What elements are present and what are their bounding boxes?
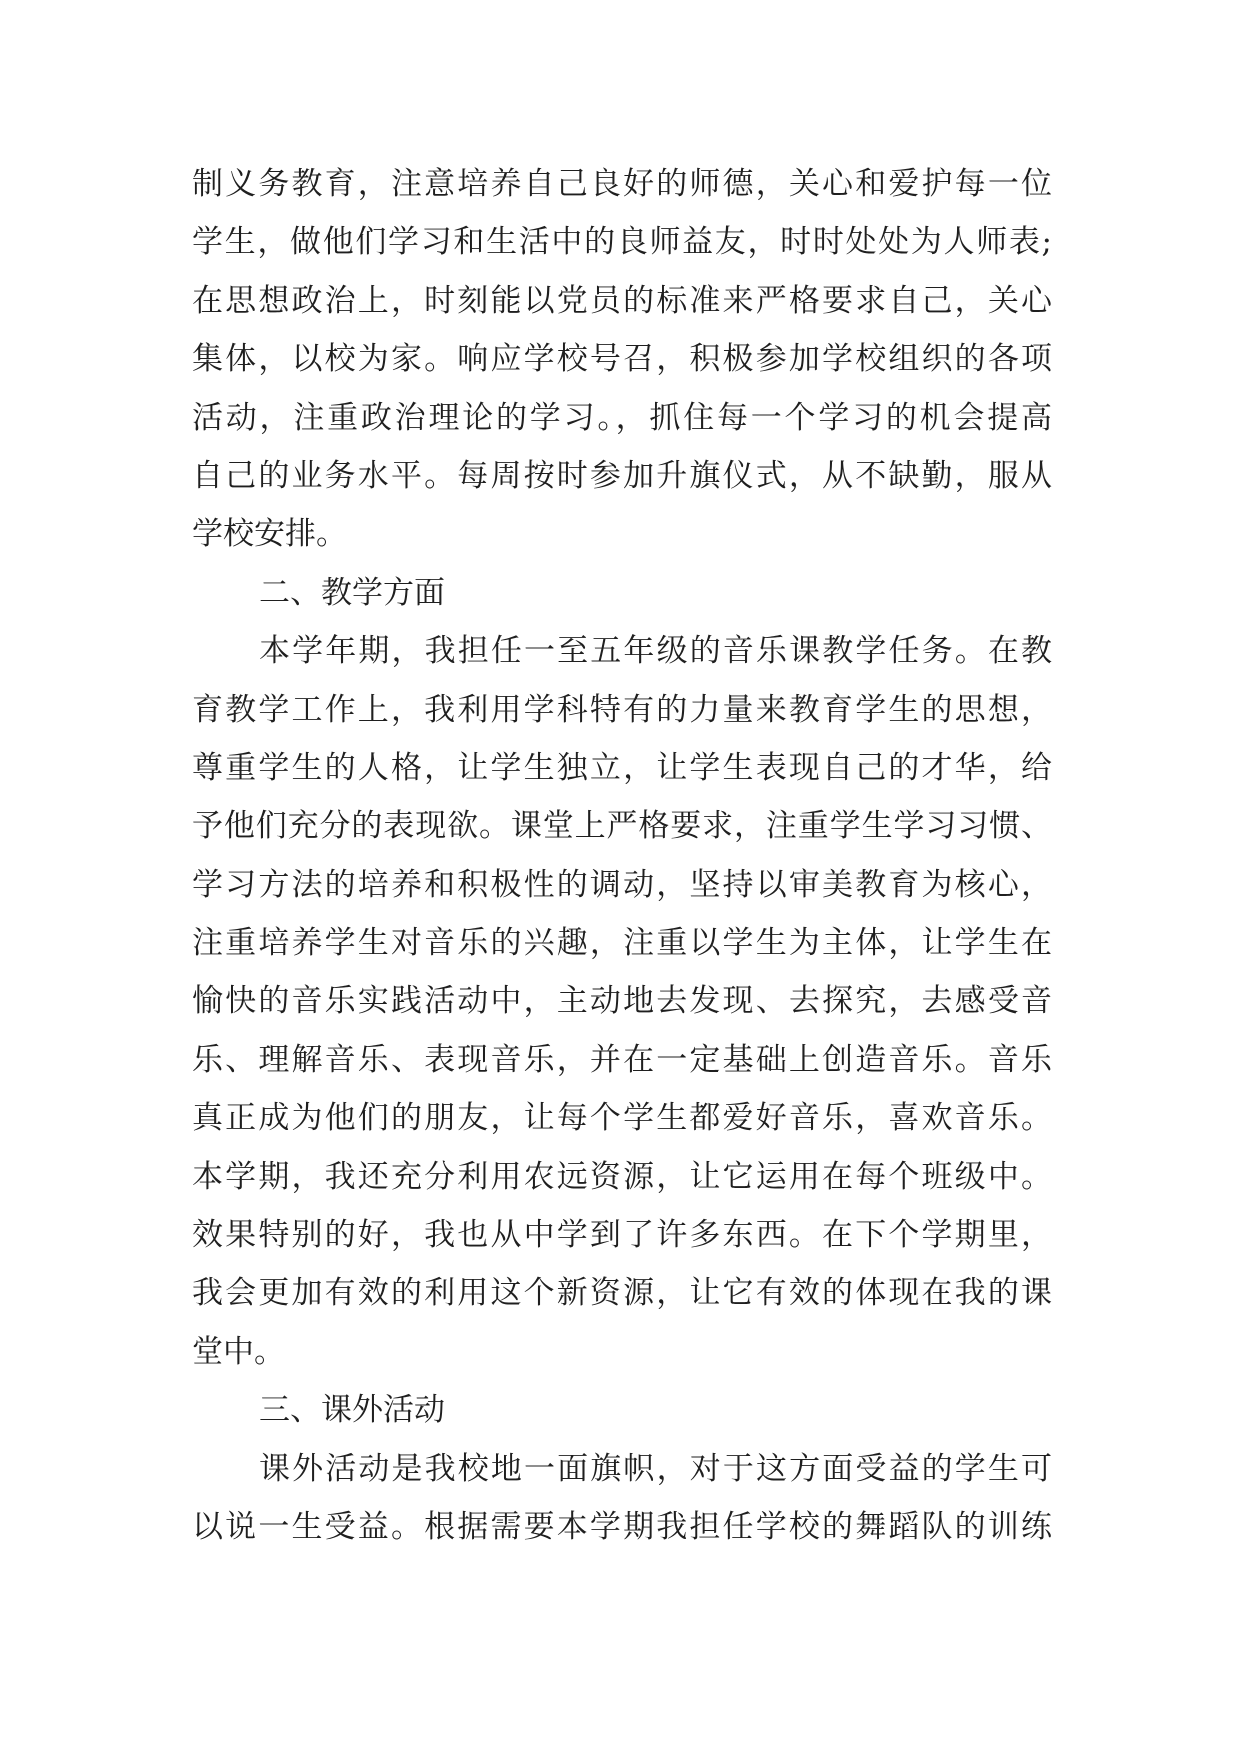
paragraph-political-conduct	[192, 155, 1052, 564]
paragraph-line: 乐、理解音乐、表现音乐，并在一定基础上创造音乐。音乐	[192, 1041, 1052, 1078]
paragraph-line: 学生，做他们学习和生活中的良师益友，时时处处为人师表;	[192, 224, 1052, 261]
paragraph-line: 自己的业务水平。每周按时参加升旗仪式，从不缺勤，服从	[192, 457, 1052, 494]
paragraph-line: 制义务教育，注意培养自己良好的师德，关心和爱护每一位	[192, 166, 1052, 202]
section-heading-activities: 三、课外活动	[259, 1392, 445, 1429]
paragraph-line: 以说一生受益。根据需要本学期我担任学校的舞蹈队的训练	[192, 1508, 1052, 1545]
paragraph-line: 效果特别的好，我也从中学到了许多东西。在下个学期里，	[192, 1217, 1052, 1254]
paragraph-line: 注重培养学生对音乐的兴趣，注重以学生为主体，让学生在	[192, 925, 1052, 962]
paragraph-line: 我会更加有效的利用这个新资源，让它有效的体现在我的课	[192, 1275, 1052, 1312]
paragraph-line: 学习方法的培养和积极性的调动，坚持以审美教育为核心，	[192, 866, 1052, 903]
section-heading-teaching: 二、教学方面	[259, 574, 445, 611]
document-body	[192, 155, 1052, 1556]
paragraph-line: 本学期，我还充分利用农远资源，让它运用在每个班级中。	[192, 1158, 1052, 1195]
paragraph-line: 堂中。	[192, 1333, 285, 1370]
paragraph-line: 予他们充分的表现欲。课堂上严格要求，注重学生学习习惯、	[192, 808, 1052, 845]
paragraph-line: 学校安排。	[192, 516, 347, 553]
paragraph-line: 课外活动是我校地一面旗帜，对于这方面受益的学生可	[259, 1450, 1052, 1487]
paragraph-line: 真正成为他们的朋友，让每个学生都爱好音乐，喜欢音乐。	[192, 1100, 1052, 1137]
paragraph-line: 愉快的音乐实践活动中，主动地去发现、去探究，去感受音	[192, 983, 1052, 1020]
paragraph-line: 育教学工作上，我利用学科特有的力量来教育学生的思想，	[192, 691, 1052, 728]
paragraph-line: 集体，以校为家。响应学校号召，积极参加学校组织的各项	[192, 341, 1052, 378]
paragraph-activities	[192, 1440, 1052, 1557]
paragraph-line: 本学年期，我担任一至五年级的音乐课教学任务。在教	[259, 633, 1052, 670]
paragraph-line: 尊重学生的人格，让学生独立，让学生表现自己的才华，给	[192, 749, 1052, 786]
paragraph-teaching	[192, 622, 1052, 1381]
paragraph-line: 活动，注重政治理论的学习。，抓住每一个学习的机会提高	[192, 399, 1052, 436]
paragraph-line: 在思想政治上，时刻能以党员的标准来严格要求自己，关心	[192, 282, 1052, 319]
